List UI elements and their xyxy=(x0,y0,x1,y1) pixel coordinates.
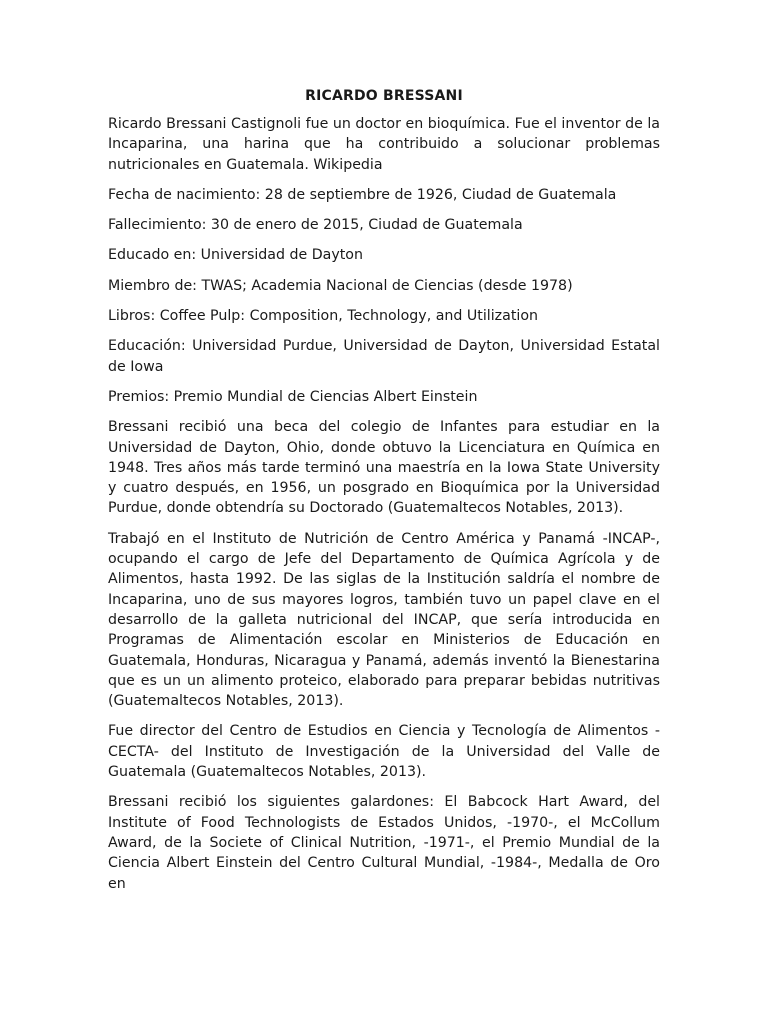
fact-birth: Fecha de nacimiento: 28 de septiembre de 1926, Ciudad de Guatemala xyxy=(108,186,617,203)
body-paragraph-cecta: Fue director del Centro de Estudios en Ciencia y Tecnología de Alimentos -CECTA- del Instituto de Investigación de la Universidad del Valle de Guatemala (Guatemaltecos Notables, 2013). xyxy=(108,723,660,781)
fact-awards: Premios: Premio Mundial de Ciencias Albert Einstein xyxy=(108,388,478,405)
fact-death: Fallecimiento: 30 de enero de 2015, Ciudad de Guatemala xyxy=(108,217,523,234)
fact-education: Educación: Universidad Purdue, Universidad de Dayton, Universidad Estatal de Iowa xyxy=(108,338,660,375)
fact-books: Libros: Coffee Pulp: Composition, Technology, and Utilization xyxy=(108,308,539,325)
body-paragraph-incap: Trabajó en el Instituto de Nutrición de Centro América y Panamá -INCAP-, ocupando el cargo de Jefe del Departamento de Química Agrícola y de Alimentos, hasta 1992. De las siglas de la Institución saldría el nombre de Incaparina, uno de sus mayores logros, también tuvo un papel clave en el desarrollo de la galleta nutricional del INCAP, que sería introducida en Programas de Alimentación escolar en Ministerios de Educación en Guatemala, Honduras, Nicaragua y Panamá, además inventó la Bienestarina que es un un alimento proteico, elaborado para preparar bebidas nutritivas (Guatemaltecos Notables, 2013). xyxy=(108,530,660,710)
body-paragraph-awards: Bressani recibió los siguientes galardones: El Babcock Hart Award, del Institute of Food Technologists de Estados Unidos, -1970-, el McCollum Award, de la Societe of Clinical Nutrition, -1971-, el Premio Mundial de la Ciencia Albert Einstein del Centro Cultural Mundial, -1984-, Medalla de Oro en xyxy=(108,794,660,892)
fact-educated: Educado en: Universidad de Dayton xyxy=(108,247,363,264)
intro-paragraph: Ricardo Bressani Castignoli fue un doctor en bioquímica. Fue el inventor de la Incaparina, una harina que ha contribuido a solucionar problemas nutricionales en Guatemala. Wikipedia xyxy=(108,116,660,173)
body-paragraph-education: Bressani recibió una beca del colegio de Infantes para estudiar en la Universidad de Dayton, Ohio, donde obtuvo la Licenciatura en Química en 1948. Tres años más tarde terminó una maestría en la Iowa State University y cuatro después, en 1956, un posgrado en Bioquímica por la Universidad Purdue, donde obtendría su Doctorado (Guatemaltecos Notables, 2013). xyxy=(108,419,660,517)
document-title: RICARDO BRESSANI xyxy=(305,88,463,104)
fact-member: Miembro de: TWAS; Academia Nacional de Ciencias (desde 1978) xyxy=(108,277,573,294)
